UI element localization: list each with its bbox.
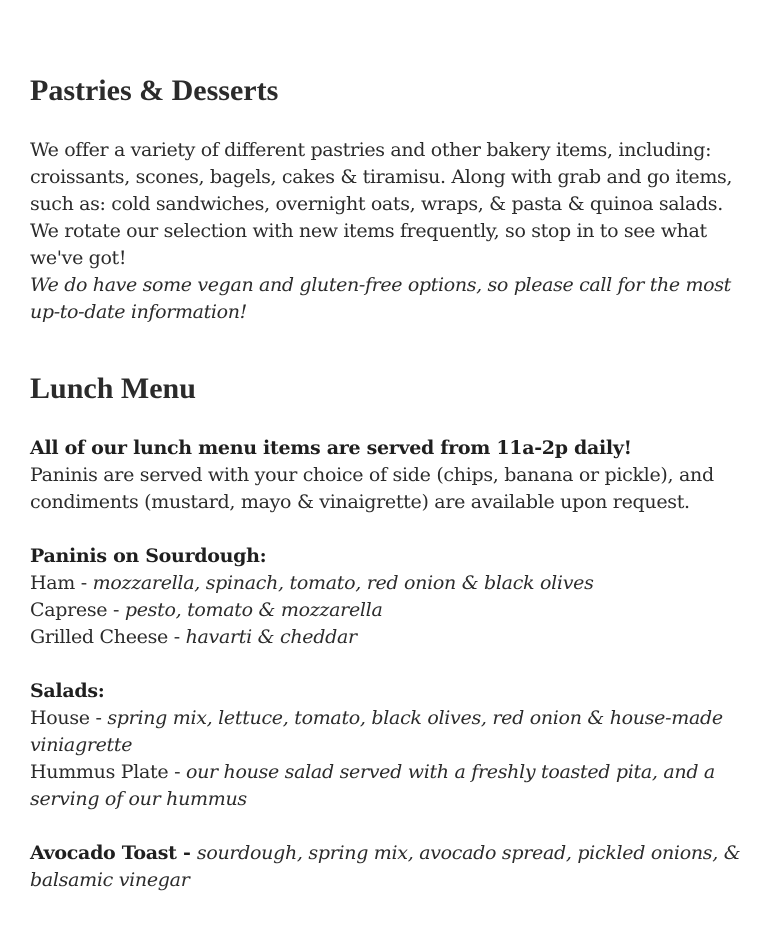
salads-title: Salads: — [30, 680, 105, 702]
menu-item-caprese — [30, 597, 742, 624]
pastries-dietary-note: We do have some vegan and gluten-free options, so please call for the most up-to-date information! — [30, 274, 731, 323]
lunch-section — [30, 435, 742, 894]
menu-item-ham — [30, 570, 742, 597]
item-description: spring mix, lettuce, tomato, black olives, red onion & house-made viniagrette — [30, 707, 723, 756]
pastries-section — [30, 137, 742, 326]
item-name: Avocado Toast - — [30, 842, 197, 864]
menu-item-house-salad — [30, 705, 742, 759]
item-name: House - — [30, 707, 108, 729]
pastries-description: We offer a variety of different pastries and other bakery items, including: croissants, scones, bagels, cakes & tiramisu. Along with grab and go items, such as: cold sandwiches, overnight oats, wraps, & pasta & quinoa salads. We rotate our selection with new items frequently, so stop in to see what we've got! — [30, 139, 733, 269]
paninis-title: Paninis on Sourdough: — [30, 545, 267, 567]
panini-side-note: Paninis are served with your choice of side (chips, banana or pickle), and condiments (mustard, mayo & vinaigrette) are available upon request. — [30, 464, 714, 513]
item-name: Ham - — [30, 572, 93, 594]
item-name: Caprese - — [30, 599, 125, 621]
pastries-heading: Pastries & Desserts — [30, 74, 279, 107]
item-name: Hummus Plate - — [30, 761, 186, 783]
spacer — [30, 813, 742, 840]
menu-item-hummus-plate — [30, 759, 742, 813]
item-name: Grilled Cheese - — [30, 626, 186, 648]
item-description: havarti & cheddar — [185, 626, 357, 648]
lunch-served-note: All of our lunch menu items are served from 11a-2p daily! — [30, 437, 632, 459]
spacer — [30, 651, 742, 678]
lunch-heading: Lunch Menu — [30, 372, 196, 405]
item-description: mozzarella, spinach, tomato, red onion & black olives — [92, 572, 594, 594]
menu-item-grilled-cheese — [30, 624, 742, 651]
menu-item-avocado-toast — [30, 840, 742, 894]
spacer — [30, 516, 742, 543]
item-description: pesto, tomato & mozzarella — [124, 599, 383, 621]
item-description: sourdough, spring mix, avocado spread, pickled onions, & balsamic vinegar — [30, 842, 741, 891]
item-description: our house salad served with a freshly toasted pita, and a serving of our hummus — [30, 761, 715, 810]
